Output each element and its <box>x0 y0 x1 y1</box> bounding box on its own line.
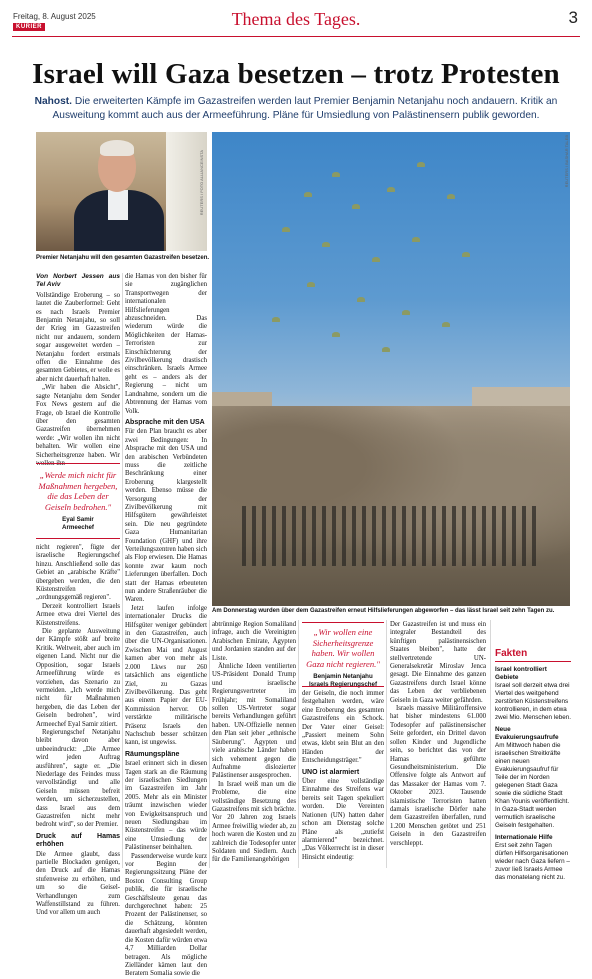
paragraph: Für den Plan braucht es aber zwei Bedingungen: In Absprache mit den USA und den arabischen Verbündeten muss die zeitliche Beschränkung einer Eroberung klargestellt werden. Ebenso müsse die Versorgung der Zivilbevölkerung mit Hilfsgütern gewährleistet sein. Die neu gegründete Gaza Humanitarian Foundation (GHF) und ihre Verteilungszentren haben sich als Flop erwiesen. Die Hamas konnte zwar kaum noch Lieferungen überfallen. Doch statt der Hamas erbeuteten nun andere Straßenräuber die Waren. <box>125 428 207 604</box>
paragraph: Ähnliche Ideen ventilierten US-Präsident Donald Trump und israelische Regierungsvertreter im Frühjahr; mit Somaliland sollen US-Vertreter sogar bereits Verhandlungen geführt haben. UN-Offizielle nennen den Plan seit jeher „ethnische Säuberung". Ägypten und viele arabische Länder haben sich vehement gegen die Aufnahme dislozierter Palästinenser ausgesprochen. <box>212 663 296 780</box>
facts-body: Am Mittwoch haben die israelischen Streitkräfte einen neuen Evakuierungsaufruf für Teile der im Norden gelegenen Stadt Gaza sowie die südliche Stadt Khan Younis veröffentlicht. In Gaza-Stadt werden vermutlich israelische Geiseln festgehalten. <box>495 742 570 829</box>
section-title: Thema des Tages. <box>231 9 361 29</box>
facts-body: Erst seit zehn Tagen dürfen Hilfsorganisationen wieder nach Gaza liefern – zuvor ließ Israels Armee das monatelang nicht zu. <box>495 842 570 881</box>
quote-text: „Wir wollen eine Sicherheitsgrenze haben. Wir wollen Gaza nicht regieren." <box>306 627 380 669</box>
paragraph: Israels massive Militäroffensive hat bisher mindestens 61.000 Todesopfer auf palästinensischer Seite gefordert, ein Drittel davon sollen Kinder und Jugendliche sein, so berichtet das von der Hamas geführte Gesundheitsministerium. Die Offensive folgte als Antwort auf das Massaker der Hamas vom 7. Oktober 2023. Tausende islamistische Terroristen hatten damals israelische Dörfer nahe dem Gazastreifen überfallen, rund 1.200 Menschen getötet und 251 Geiseln in den Gazastreifen verschleppt. <box>390 705 486 847</box>
quote-author-name: Benjamin Netanjahu <box>313 673 373 680</box>
article-headline: Israel will Gaza besetzen – trotz Protesten <box>32 58 560 90</box>
facts-heading: Neue Evakuierungsaufrufe <box>495 726 559 741</box>
pull-quote-samir <box>36 470 120 532</box>
paragraph: Der Gazastreifen ist und muss ein integraler Bestandteil des künftigen palästinensischen Staates bleiben", hatte der stellvertretende UN-Generalsekretär Miroslav Jenca gesagt. Die Einnahme des ganzen Gazastreifens durch Israel könne das Leben der verbliebenen Geiseln in Gaza weiter gefährden. <box>390 621 486 704</box>
article-column-5 <box>390 621 486 848</box>
paragraph: Die geplante Ausweitung der Kämpfe stößt auf breite Kritik. Weltweit, aber auch im eigenen Land. Nicht nur die Opposition, sogar Israels Armeeführung würde es vorziehen, das Szenario zu vermeiden. „Ich werde mich nicht für Maßnahmen hergeben, die das Leben der Geiseln bedrohen", wird Armeechef Eyal Samir zitiert. <box>36 628 120 728</box>
paragraph: Derzeit kontrolliert Israels Armee etwa drei Viertel des Küstenstreifens. <box>36 602 120 627</box>
quote-divider <box>302 686 384 687</box>
article-column-2 <box>125 273 207 979</box>
quote-author <box>36 516 120 532</box>
paragraph: abtrünnige Region Somaliland infrage, auch die Vereinigten Arabischen Emirate, Ägypten und Jordanien standen auf der Liste. <box>212 621 296 662</box>
paragraph: Über eine vollständige Einnahme des Streifens war bereits seit Tagen spekuliert worden. Die Vereinten Nationen (UN) hatten daher schon am Dienstag solche Pläne als „zutiefst alarmierend" bezeichnet. „Das Völkerrecht ist in dieser Hinsicht eindeutig: <box>302 778 384 861</box>
article-column-1-cont <box>36 544 120 918</box>
quote-author-name: Eyal Samir <box>62 516 94 523</box>
lead-place: Nahost. <box>34 96 73 107</box>
page-number: 3 <box>568 8 578 27</box>
facts-title: Fakten <box>495 648 571 662</box>
article-column-1 <box>36 273 120 468</box>
subheading: Absprache mit den USA <box>125 418 205 426</box>
subheading: UNO ist alarmiert <box>302 768 360 776</box>
big-photo-caption: Am Donnerstag wurden über dem Gazastreifen erneut Hilfslieferungen abgeworfen – das lässt Israel seit zehn Tagen zu. <box>212 608 555 614</box>
column-rule <box>122 273 123 868</box>
gaza-airdrop-photo <box>212 132 570 606</box>
quote-author-role: Armeechef <box>62 524 94 531</box>
facts-heading: Internationale Hilfe <box>495 834 553 841</box>
paragraph: „Wir haben die Absicht", sagte Netanjahu dem Sender Fox News gestern auf die Frage, ob Israel die Kontrolle über den gesamten Gazastreifen übernehmen werde: „Wir wollen ihn nicht behalten. Wir wollen eine Sicherheitsgrenze haben. Wir wollen ihn <box>36 384 120 467</box>
newspaper-logo: KURIER <box>13 23 45 31</box>
small-photo-caption: Premier Netanjahu will den gesamten Gazastreifen besetzen. <box>36 255 210 261</box>
issue-date: Freitag, 8. August 2025 <box>13 12 96 21</box>
paragraph: Die Armee glaubt, dass partielle Blockaden genügen, den Druck auf die Hamas stufenweise zu erhöhen, und um so die Geisel-Verhandlungen zum Waffenstillstand zu führen. Und vor allem um auch <box>36 850 120 917</box>
subheading: Druck auf Hamas erhöhen <box>36 832 120 849</box>
paragraph: Jetzt laufen infolge internationaler Drucks die Hilfsgüter weniger gebündert in den Gazastreifen, auch über die UN-Organisationen. Zwischen Mai und August kamen aber von mehr als 2.000 Lkws nur 260 tatsächlich ans eigentliche Ziel, zu Gazas Zivilbevölkerung. Das geht aus einem Papier der EU-Kommission hervor. Ob verstärkte militärische Präsenz Israels den Nachschub besser schützen kann, ist ungewiss. <box>125 604 207 747</box>
paragraph: nicht regieren", fügte der israelische Regierungschef hinzu. Anschließend solle das Gebiet an „arabische Kräfte" übergeben werden, die den Küstenstreifen „ordnungsgemäß regieren". <box>36 544 120 602</box>
big-photo-credit: REUTERS / BASHAR TALEB <box>564 135 569 188</box>
article-lead <box>30 95 562 123</box>
byline: Von Norbert Jessen aus Tel Aviv <box>36 273 120 289</box>
article-column-3 <box>212 621 296 865</box>
quote-divider <box>302 622 384 623</box>
subheading: Räumungspläne <box>125 750 180 758</box>
paragraph: der Geiseln, die noch immer festgehalten werden, wäre eine Eroberung des gesamten Gazastreifens ein Schock. Der Vater einer Geisel: „Passiert meinem Sohn etwas, klebt sein Blut an den Händen der Entscheidungsträger." <box>302 690 384 765</box>
netanyahu-photo <box>36 132 207 251</box>
quote-divider <box>36 538 120 539</box>
article-column-4 <box>302 690 384 862</box>
column-rule <box>298 620 299 868</box>
paragraph: Passenderweise wurde kurz vor Beginn der Regierungssitzung Pläne der Boston Consulting Group publik, die für israelische Geschäftsleute genau das durchgerechnet haben: 25 Prozent der Palästinenser, so die Schätzung, könnten dauerhaft abgesiedelt werden, die Kosten dafür würden etwa 4,7 Milliarden Dollar betragen. Als mögliche Zielländer kämen laut den Beratern Somalia sowie die <box>125 852 207 978</box>
column-rule <box>490 620 491 868</box>
facts-box <box>495 648 571 882</box>
facts-body: Israel soll derzeit etwa drei Viertel des weitgehend zerstörten Küstenstreifens kontrollieren, in dem etwa zwei Mio. Menschen leben. <box>495 682 571 721</box>
small-photo-credit: REUTERS / FOTO ALLIANCEINSTA <box>199 150 204 216</box>
paragraph: die Hamas von den bisher für sie zugänglichen Transportwegen der internationalen Hilfslieferungen abzuschneiden. Das wiederum würde die Möglichkeiten der Hamas-Terroristen zur Einschüchterung der Zivilbevölkerung drastisch einschränken. Israels Armee geht es – anders als der Regierung – nicht um Landnahme, sondern um die Abtrennung der Hamas vom Volk. <box>125 273 207 415</box>
paragraph: Israel erinnert sich in diesen Tagen stark an die Räumung der israelischen Siedlungen im Gazastreifen im Jahr 2005. Mehr als ein Minister träumt inzwischen wieder von Ewigkeitsanspruch und neuen Siedlungsbau im Küstenstreifen – das würde eine Umsiedlung der Palästinenser beinhalten. <box>125 760 207 852</box>
quote-author-role: Israels Regierungschef <box>308 681 378 688</box>
quote-text: „Werde mich nicht für Maßnahmen hergeben, die das Leben der Geiseln bedrohen." <box>38 470 118 512</box>
column-rule <box>209 620 210 868</box>
paragraph: In Israel weiß man um die Probleme, die eine vollständige Besetzung des Gazastreifens mit sich brächte. Vor 20 Jahren zog Israels Armee freiwillig wieder ab, zu hoch waren die Kosten und zu zahlreich die Todesopfer unter Soldaten und Siedlern. Auch für die Familienangehörigen <box>212 780 296 864</box>
facts-heading: Israel kontrolliert Gebiete <box>495 666 547 681</box>
quote-divider <box>36 463 120 464</box>
paragraph: Vollständige Eroberung – so lautet die Zauberformel: Geht es nach Israels Premier Benjamin Netanjahu, so soll der Krieg im Gazastreifen nicht nur andauern, sondern sogar ausgeweitet werden – Netanjahu fordert erstmals offen die Einnahme des gesamten Gebietes, er wolle es aber nicht dauerhaft halten. <box>36 291 120 383</box>
lead-text: Die erweiterten Kämpfe im Gazastreifen werden laut Premier Benjamin Netanjahu noch andauern. Kritik an Ausweitung kommt auch aus der Armeeführung. Pläne für Umsiedlung von Palästinensern publik geworden. <box>52 96 558 121</box>
column-rule <box>386 620 387 868</box>
pull-quote-netanyahu <box>302 627 384 689</box>
header-divider <box>12 36 580 37</box>
paragraph: Regierungschef Netanjahu bleibt davon aber unbeeindruckt: „Die Armee wird jeden Auftrag ausführen", sagte er. „Die Niederlage des Feindes muss vervollständigt und alle Geiseln müssen befreit werden, um sicherzustellen, dass Israel aus dem Gazastreifen nicht mehr bedroht wird", so der Premier. <box>36 728 120 829</box>
